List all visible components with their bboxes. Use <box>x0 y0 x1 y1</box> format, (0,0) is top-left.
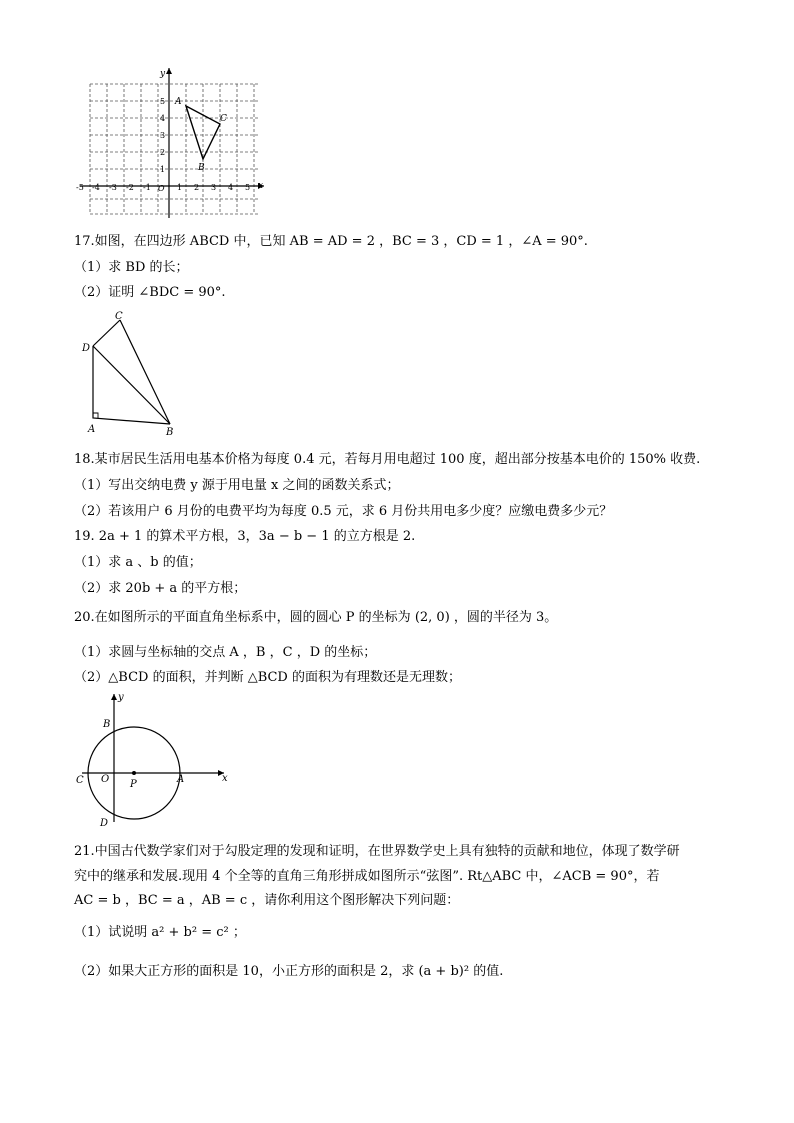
x-tick: -2 <box>126 183 134 192</box>
q17-part1: （1）求 BD 的长； <box>74 260 189 275</box>
x-tick: 5 <box>245 183 251 192</box>
q19-part1: （1）求 a 、b 的值； <box>74 555 202 570</box>
y-tick: 3 <box>160 131 166 140</box>
y-tick: 2 <box>160 148 166 157</box>
point-label: B <box>198 163 205 173</box>
q20-part1: （1）求圆与坐标轴的交点 A ，B ，C ，D 的坐标； <box>74 645 377 660</box>
q18-part2: （2）若该用户 6 月份的电费平均为每度 0.5 元，求 6 月份共用电多少度？应缴电费多少元？ <box>74 504 613 519</box>
x-tick: -5 <box>76 183 84 192</box>
origin-label: O <box>158 184 165 193</box>
x-tick: -4 <box>92 183 100 192</box>
q17-part2: （2）证明 ∠BDC = 90°. <box>74 285 226 300</box>
q19-stem: 19. 2a + 1 的算术平方根，3，3a − b − 1 的立方根是 2. <box>74 529 416 544</box>
origin-label: O <box>101 774 110 785</box>
q17-stem: 17.如图，在四边形 ABCD 中，已知 AB = AD = 2 ，BC = 3 ，CD = 1 ，∠A = 90°. <box>74 234 588 249</box>
q21-part2: （2）如果大正方形的面积是 10，小正方形的面积是 2，求 (a + b)² 的值. <box>74 964 504 979</box>
y-tick: 1 <box>160 165 166 174</box>
y-tick: 5 <box>160 97 166 106</box>
q21-stem-line3: AC = b ，BC = a ，AB = c ，请你利用这个图形解决下列问题： <box>74 893 460 908</box>
point-label: D <box>100 818 109 829</box>
vertex-label: D <box>82 343 91 354</box>
point-label: B <box>103 719 111 730</box>
q19-part2: （2）求 20b + a 的平方根； <box>74 581 247 596</box>
q21-stem-line2: 究中的继承和发展.现用 4 个全等的直角三角形拼成如图所示“弦图”. Rt△ABC 中，∠ACB = 90°，若 <box>74 869 660 884</box>
vertex-label: B <box>166 427 174 438</box>
axis-label-y: y <box>118 692 124 703</box>
x-tick: 1 <box>177 183 183 192</box>
x-tick: 2 <box>194 183 200 192</box>
quadrilateral-figure <box>78 308 188 438</box>
grid-x-label: x <box>258 181 264 191</box>
vertex-label: C <box>115 311 123 322</box>
q18-part1: （1）写出交纳电费 y 源于用电量 x 之间的函数关系式； <box>74 478 400 493</box>
q21-part1: （1）试说明 a² + b² = c² ； <box>74 925 246 940</box>
circle-figure <box>74 690 234 830</box>
vertex-label: A <box>88 424 96 435</box>
q21-stem-line1: 21.中国古代数学家们对于勾股定理的发现和证明，在世界数学史上具有独特的贡献和地位，体现了数学研 <box>74 844 680 859</box>
center-label: P <box>130 779 137 790</box>
grid-y-label: y <box>160 69 166 79</box>
point-label: C <box>76 775 84 786</box>
x-tick: 3 <box>211 183 217 192</box>
point-label: A <box>175 97 182 107</box>
q18-stem: 18.某市居民生活用电基本价格为每度 0.4 元，若每月用电超过 100 度，超出部分按基本电价的 150% 收费. <box>74 452 701 467</box>
q20-part2: （2）△BCD 的面积，并判断 △BCD 的面积为有理数还是无理数； <box>74 670 461 685</box>
point-label: A <box>177 774 185 785</box>
y-tick: 4 <box>160 114 166 123</box>
x-tick: 4 <box>228 183 234 192</box>
coordinate-grid-figure <box>74 64 270 220</box>
x-tick: -3 <box>109 183 117 192</box>
x-tick: -1 <box>143 183 151 192</box>
axis-label-x: x <box>222 773 228 784</box>
q20-stem: 20.在如图所示的平面直角坐标系中，圆的圆心 P 的坐标为 (2, 0) ，圆的半径为 3。 <box>74 610 558 625</box>
point-label: C <box>220 114 227 124</box>
